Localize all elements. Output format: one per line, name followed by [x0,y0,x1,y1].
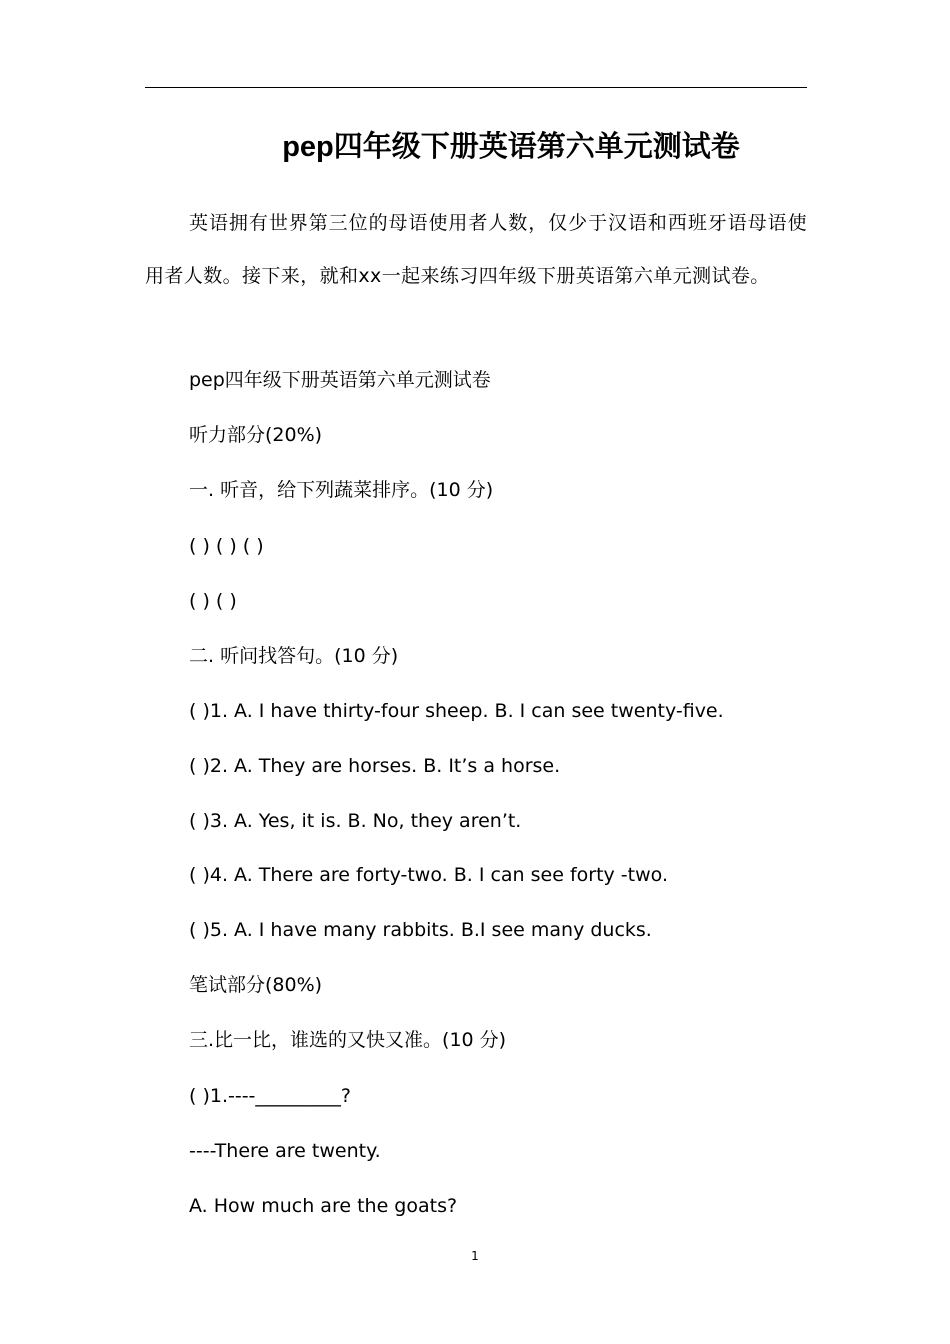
body-line: ( )5. A. I have many rabbits. B.I see many ducks. [189,919,652,941]
intro-paragraph: 英语拥有世界第三位的母语使用者人数，仅少于汉语和西班牙语母语使用者人数。接下来，就和xx一起来练习四年级下册英语第六单元测试卷。 [145,212,807,287]
body-line: ( ) ( ) ( ) [189,535,264,557]
body-line: ( )3. A. Yes, it is. B. No, they aren’t. [189,810,522,832]
body-line: 一. 听音，给下列蔬菜排序。(10 分) [189,479,494,501]
body-line: 笔试部分(80%) [189,974,323,996]
document-title: pep四年级下册英语第六单元测试卷 [282,131,740,163]
body-line: pep四年级下册英语第六单元测试卷 [189,369,491,391]
header-rule [145,87,807,88]
body-line: ( )1.----_________? [189,1085,352,1107]
body-line: ( )2. A. They are horses. B. It’s a horse. [189,755,561,777]
body-line: 听力部分(20%) [189,424,323,446]
body-line: ( )1. A. I have thirty-four sheep. B. I can see twenty-five. [189,700,724,722]
body-line: ----There are twenty. [189,1140,381,1162]
body-line: ( )4. A. There are forty-two. B. I can see forty -two. [189,864,668,886]
body-line: ( ) ( ) [189,590,237,612]
body-line: A. How much are the goats? [189,1195,458,1217]
body-line: 二. 听问找答句。(10 分) [189,645,399,667]
page-number: 1 [471,1249,479,1263]
body-line: 三.比一比，谁选的又快又准。(10 分) [189,1029,507,1051]
